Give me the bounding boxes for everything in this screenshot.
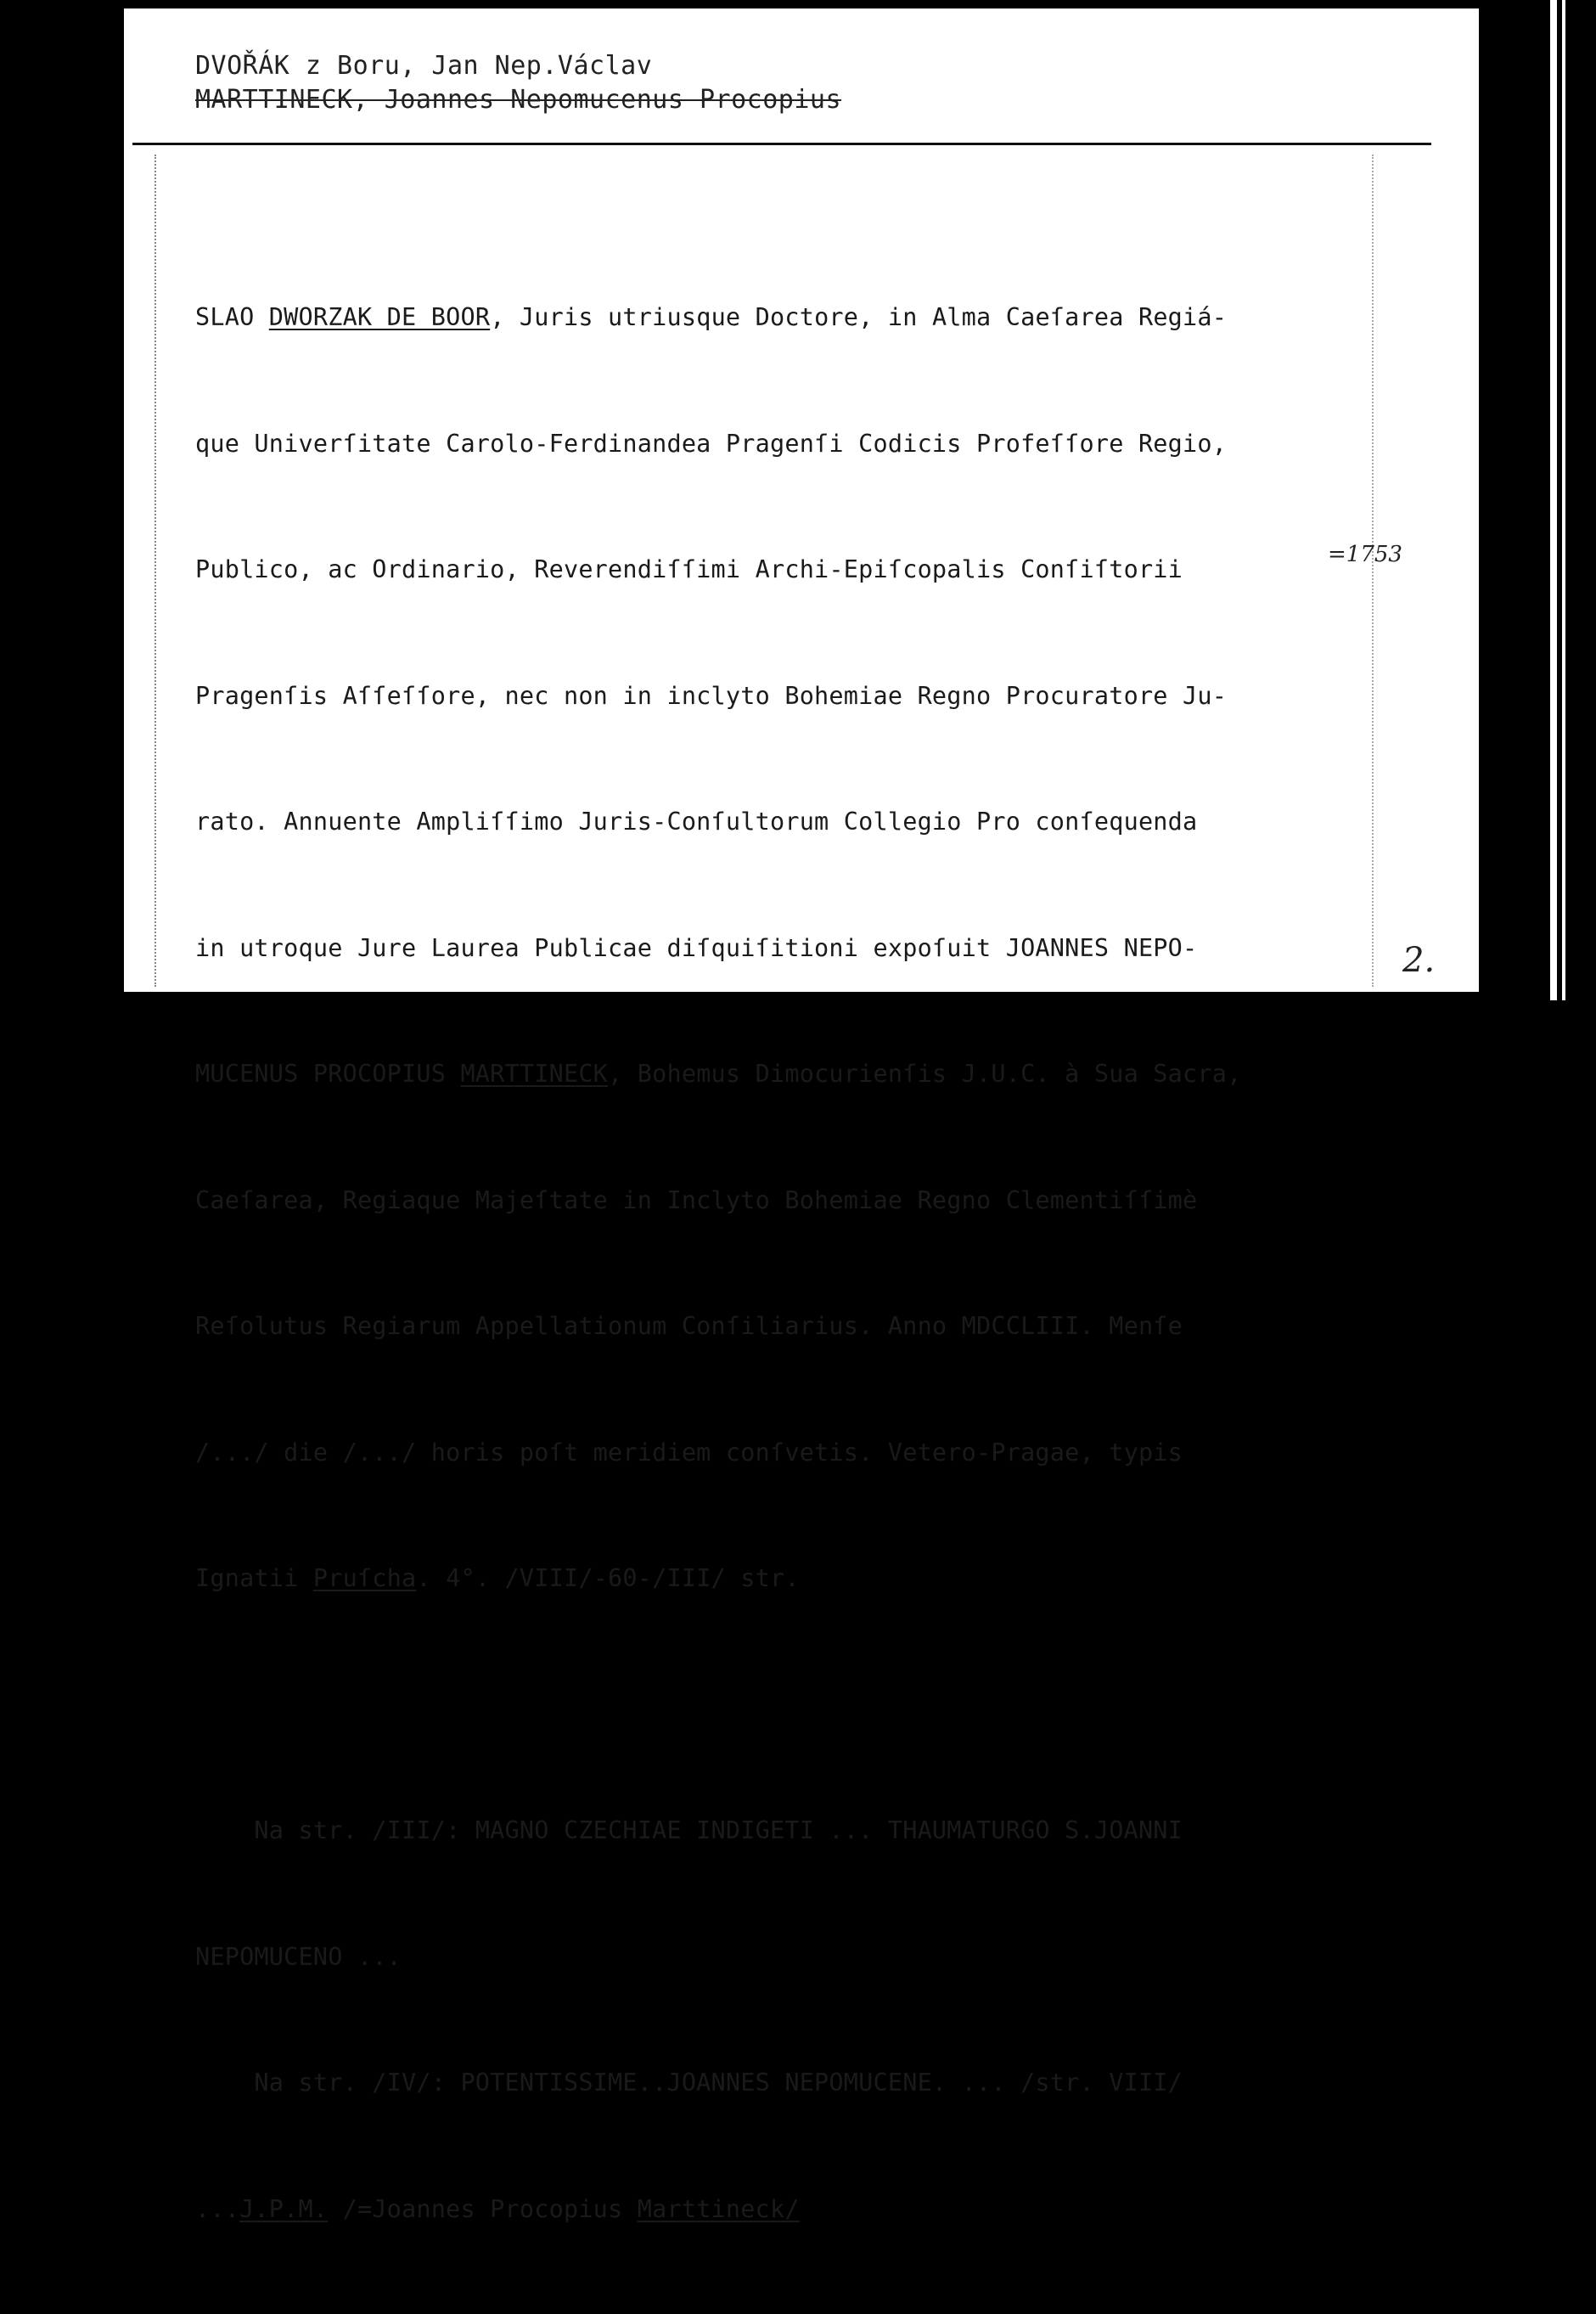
- body-line-6: in utroque Jure Laurea Publicae diſquiſitioni expoſuit JOANNES NEPO-: [195, 933, 1198, 962]
- body-line-13: NEPOMUCENO ...: [195, 1942, 402, 1971]
- body-line-7: MUCENUS PROCOPIUS MARTTINECK, Bohemus Dimocurienſis J.U.C. à Sua Sacra,: [195, 1060, 1242, 1088]
- handwritten-page-number: 2.: [1402, 941, 1436, 980]
- body-line-4: Pragenſis Aſſeſſore, nec non in inclyto Bohemiae Regno Procuratore Ju-: [195, 681, 1228, 710]
- body-line-12: Na str. /III/: MAGNO CZECHIAE INDIGETI ... THAUMATURGO S.JOANNI: [195, 1816, 1183, 1844]
- left-margin-line: [155, 155, 156, 987]
- underlined-printer: Pruſcha: [312, 1564, 417, 1592]
- underlined-author: DWORZAK DE BOOR: [268, 303, 491, 331]
- body-line-11: Ignatii Pruſcha. 4°. /VIII/-60-/III/ str.: [195, 1564, 800, 1592]
- catalog-card: [124, 8, 1479, 2223]
- body-line-5: rato. Annuente Ampliſſimo Juris-Conſultorum Collegio Pro conſequenda: [195, 808, 1198, 836]
- underlined-respondent: MARTTINECK: [460, 1060, 609, 1088]
- body-line-3: Publico, ac Ordinario, Reverendiſſimi Archi-Epiſcopalis Conſiſtorii: [195, 555, 1183, 583]
- header-rule: [132, 143, 1431, 145]
- handwritten-year-annotation: =1753: [1328, 542, 1402, 567]
- crossed-out-name: MARTTINECK, Joannes Nepomucenus Procopius: [195, 85, 842, 115]
- scan-edge-line: [1550, 0, 1557, 1000]
- paragraph-gap: [195, 1684, 1401, 1726]
- card-header: [195, 49, 841, 117]
- scan-edge-line-2: [1562, 0, 1565, 1000]
- body-line-9: Reſolutus Regiarum Appellationum Conſiliarius. Anno MDCCLIII. Menſe: [195, 1312, 1183, 1340]
- author-name: DVOŘÁK z Boru, Jan Nep.Václav: [195, 51, 653, 81]
- body-line-15: ...J.P.M. /=Joannes Procopius Marttineck/: [195, 2194, 800, 2223]
- underlined-initials: J.P.M.: [239, 2194, 329, 2223]
- card-body: [195, 212, 1401, 2314]
- body-line-14: Na str. /IV/: POTENTISSIME..JOANNES NEPOMUCENE. ... /str. VIII/: [195, 2069, 1183, 2097]
- body-line-1: SLAO DWORZAK DE BOOR, Juris utriusque Doctore, in Alma Caeſarea Regiá-: [195, 303, 1228, 331]
- body-line-2: que Univerſitate Carolo-Ferdinandea Pragenſi Codicis Profeſſore Regio,: [195, 429, 1228, 458]
- underlined-surname: Marttineck/: [637, 2194, 800, 2223]
- body-line-8: Caeſarea, Regiaque Majeſtate in Inclyto Bohemiae Regno Clementiſſimè: [195, 1185, 1198, 1214]
- body-line-10: /.../ die /.../ horis poſt meridiem conſvetis. Vetero-Pragae, typis: [195, 1438, 1183, 1467]
- scan-edge: [1509, 0, 1596, 1000]
